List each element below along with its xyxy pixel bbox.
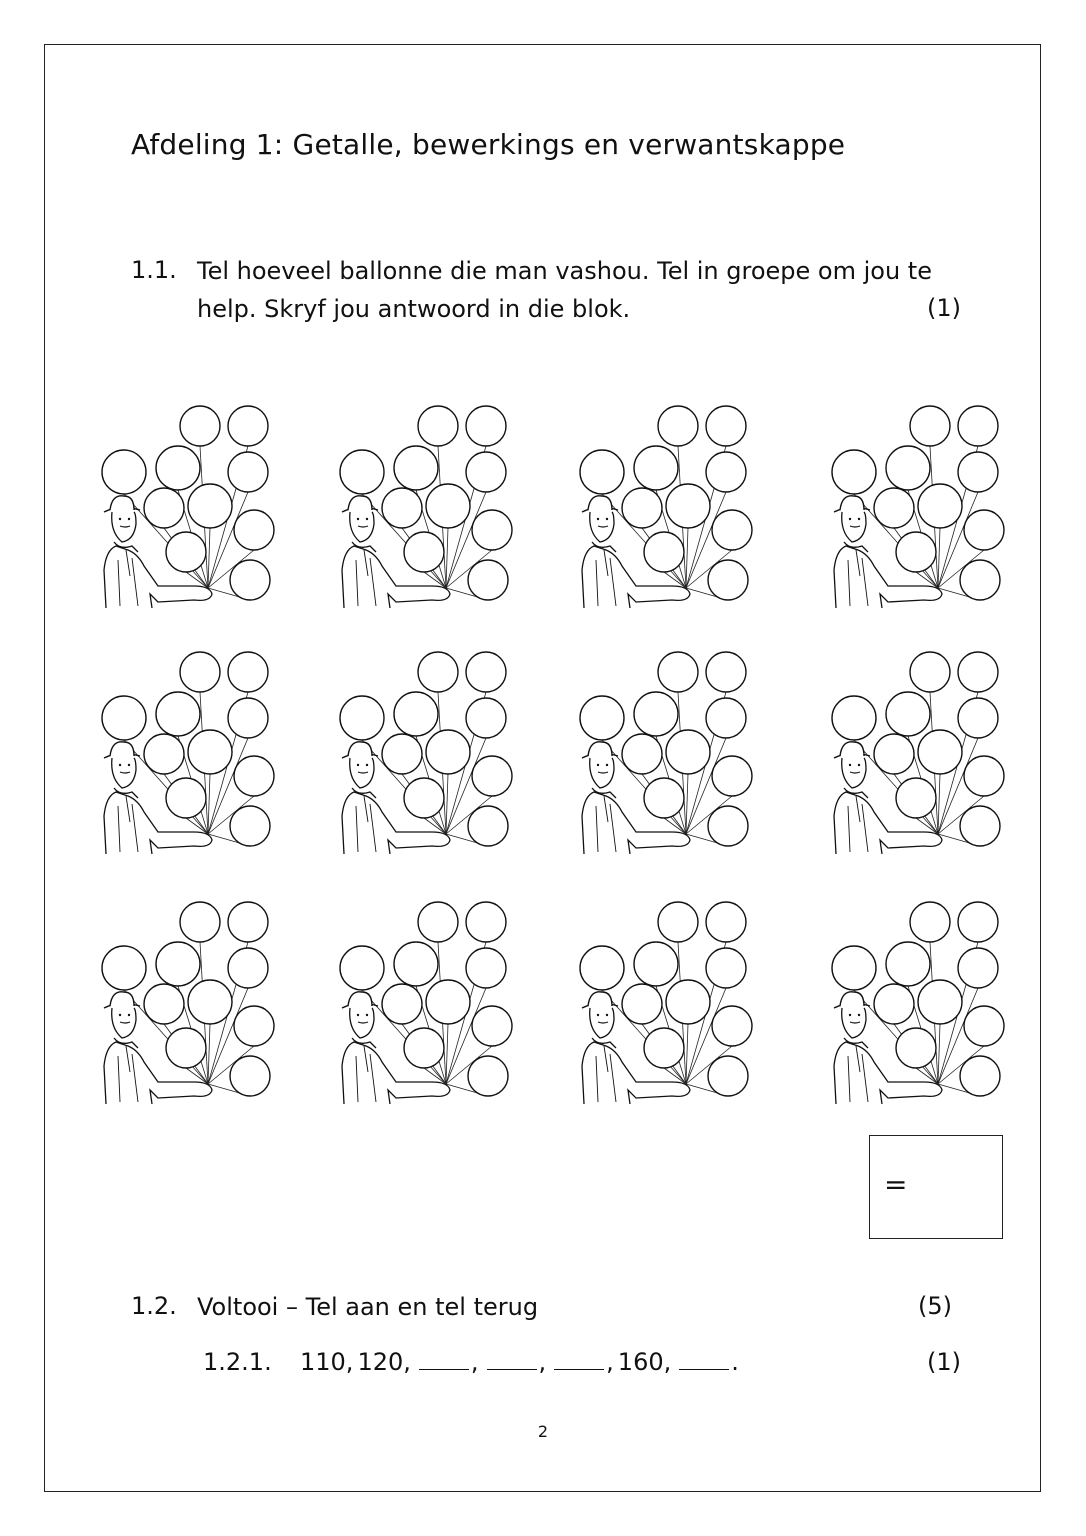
question-1-2-1-number: 1.2.1. — [203, 1348, 272, 1376]
question-1-2-text: Voltooi – Tel aan en tel terug — [197, 1293, 539, 1321]
question-1-1-marks: (1) — [927, 294, 961, 322]
question-1-1-line-1: Tel hoeveel ballonne die man vashou. Tel in groepe om jou te — [197, 257, 932, 285]
sequence-value-110: 110, — [300, 1348, 354, 1376]
question-1-1-line-2: help. Skryf jou antwoord in die blok. — [197, 295, 631, 323]
sequence-comma: , — [538, 1348, 547, 1376]
question-1-1-number: 1.1. — [131, 256, 177, 284]
balloon-man-illustration — [576, 646, 756, 856]
answer-equals: = — [884, 1168, 908, 1201]
number-sequence — [300, 1348, 739, 1376]
balloon-man-illustration — [576, 400, 756, 610]
balloon-man-illustration — [98, 646, 278, 856]
question-1-2-marks: (5) — [918, 1292, 952, 1320]
sequence-value-120: 120, — [357, 1348, 411, 1376]
page-number: 2 — [537, 1422, 549, 1441]
balloon-man-illustration — [828, 896, 1008, 1106]
answer-box[interactable] — [869, 1135, 1003, 1239]
sequence-comma: , — [606, 1348, 614, 1376]
balloon-man-illustration — [576, 896, 756, 1106]
balloon-man-illustration — [828, 646, 1008, 856]
balloon-man-illustration — [98, 400, 278, 610]
sequence-comma: , — [470, 1348, 479, 1376]
balloon-man-illustration — [336, 896, 516, 1106]
sequence-period: . — [731, 1348, 739, 1376]
balloon-man-illustration — [98, 896, 278, 1106]
section-title: Afdeling 1: Getalle, bewerkings en verwantskappe — [131, 128, 846, 161]
balloon-man-illustration — [828, 400, 1008, 610]
sequence-blank-3[interactable] — [554, 1368, 604, 1370]
sequence-blank-1[interactable] — [419, 1368, 469, 1370]
question-1-2-number: 1.2. — [131, 1292, 177, 1320]
balloon-man-illustration — [336, 400, 516, 610]
balloon-man-illustration — [336, 646, 516, 856]
sequence-blank-4[interactable] — [679, 1368, 729, 1370]
sequence-blank-2[interactable] — [487, 1368, 537, 1370]
sequence-value-160: 160, — [617, 1348, 672, 1376]
question-1-2-1-marks: (1) — [927, 1348, 961, 1376]
balloon-illustration-grid — [98, 400, 1018, 1110]
